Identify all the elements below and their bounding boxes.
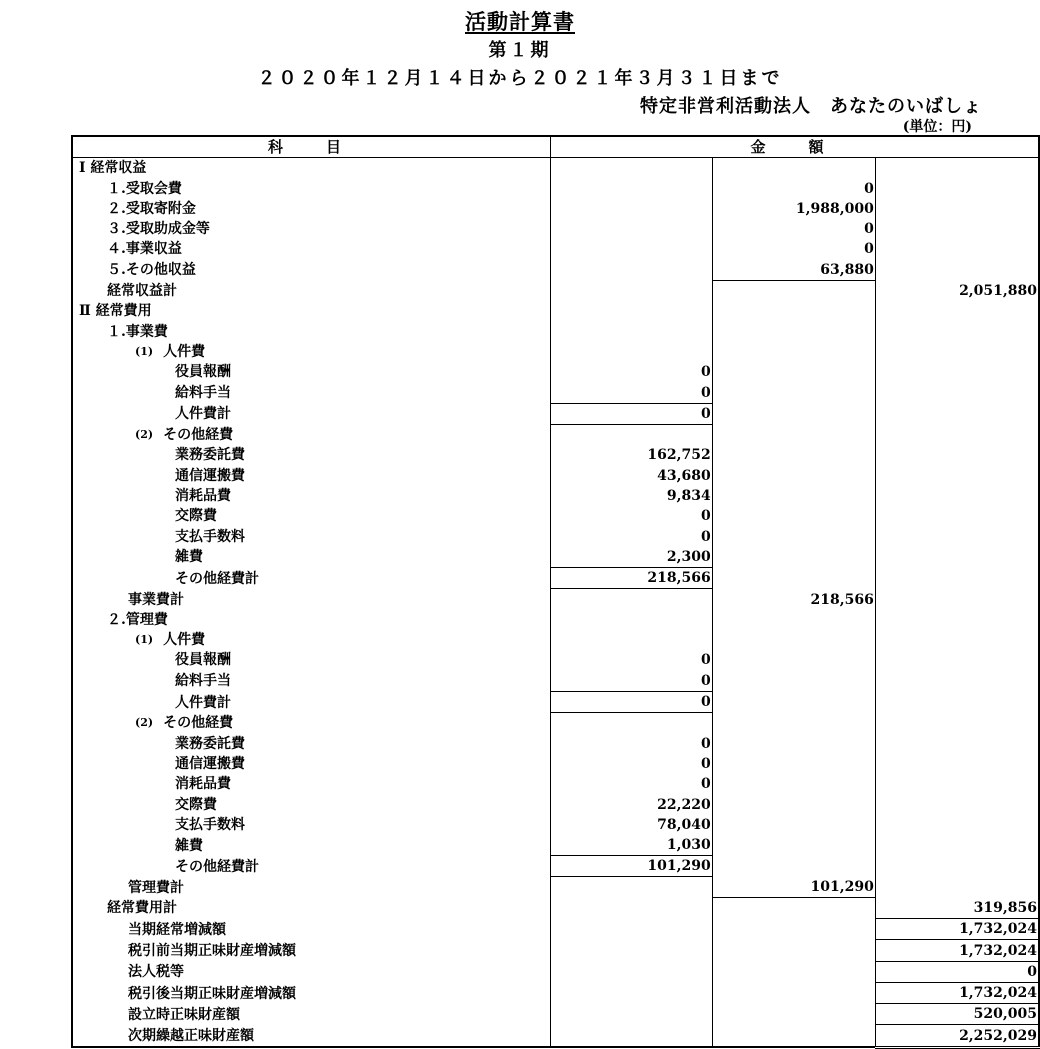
organization-name: 特定非営利活動法人 あなたのいばしょ	[640, 96, 982, 117]
table-row	[72, 301, 1039, 321]
table-row	[72, 918, 1039, 939]
table-row	[72, 321, 1039, 341]
table-row	[72, 445, 1039, 465]
row-value: 63,880	[712, 259, 875, 280]
table-row	[72, 982, 1039, 1003]
table-row	[72, 506, 1039, 526]
table-row	[72, 567, 1039, 588]
row-value: 9,834	[550, 486, 712, 506]
table-row	[72, 733, 1039, 753]
table-row	[72, 219, 1039, 239]
row-label: 支払手数料	[72, 526, 550, 546]
row-value: 1,732,024	[875, 918, 1039, 939]
row-value: 22,220	[550, 794, 712, 814]
row-label: 交際費	[72, 506, 550, 526]
row-label: ２.管理費	[72, 610, 550, 630]
row-value: 0	[712, 239, 875, 259]
table-row	[72, 158, 1039, 179]
section-heading: Ⅰ 経常収益	[72, 158, 550, 179]
row-value: 0	[875, 961, 1039, 982]
table-row	[72, 199, 1039, 219]
row-value: 43,680	[550, 465, 712, 485]
row-label: 管理費計	[72, 877, 550, 898]
row-label: その他経費	[163, 427, 234, 444]
row-label: １.受取会費	[72, 178, 550, 198]
row-label: 雑費	[72, 835, 550, 856]
table-row	[72, 526, 1039, 546]
subsection-number: (1)	[135, 633, 154, 647]
row-value: 0	[550, 362, 712, 382]
table-row	[72, 815, 1039, 835]
table-row	[72, 403, 1039, 424]
table-row	[72, 610, 1039, 630]
section-heading: Ⅱ 経常費用	[72, 301, 550, 321]
table-row	[72, 835, 1039, 856]
subsection-number: (2)	[135, 428, 154, 442]
row-value: 0	[550, 506, 712, 526]
table-row	[72, 670, 1039, 691]
row-value: 78,040	[550, 815, 712, 835]
table-row	[72, 898, 1039, 919]
table-row	[72, 1025, 1039, 1047]
row-value: 1,030	[550, 835, 712, 856]
table-row	[72, 239, 1039, 259]
table-row	[72, 382, 1039, 403]
row-label: ３.受取助成金等	[72, 219, 550, 239]
row-value: 1,732,024	[875, 940, 1039, 961]
row-value: 319,856	[973, 899, 1037, 916]
table-row	[72, 424, 1039, 445]
table-row	[72, 774, 1039, 794]
row-value: 2,051,880	[959, 283, 1037, 300]
row-label: 人件費	[163, 632, 206, 649]
unit-label: (単位：円)	[902, 119, 972, 135]
row-value: 2,300	[550, 547, 712, 568]
row-label: 通信運搬費	[72, 754, 550, 774]
row-value: 1,988,000	[712, 199, 875, 219]
row-value: 0	[550, 670, 712, 691]
row-label: 給料手当	[72, 670, 550, 691]
row-label: 設立時正味財産額	[72, 1004, 550, 1025]
row-value: 0	[550, 403, 712, 424]
table-row	[72, 877, 1039, 898]
table-row	[72, 259, 1039, 280]
row-label: 役員報酬	[72, 650, 550, 670]
row-value: 0	[712, 178, 875, 198]
table-row	[72, 362, 1039, 382]
row-label: その他経費計	[72, 856, 550, 877]
row-label: 業務委託費	[72, 445, 550, 465]
row-value: 520,005	[875, 1004, 1039, 1025]
row-label: 経常収益計	[72, 280, 550, 301]
row-value: 101,290	[550, 856, 712, 877]
table-row	[72, 630, 1039, 650]
row-value: 218,566	[712, 589, 875, 610]
row-label: その他経費計	[72, 567, 550, 588]
table-row	[72, 754, 1039, 774]
table-row	[72, 1004, 1039, 1025]
table-row	[72, 650, 1039, 670]
document-title: 活動計算書	[465, 9, 575, 34]
row-label: 通信運搬費	[72, 465, 550, 485]
row-value: 0	[550, 774, 712, 794]
table-row	[72, 940, 1039, 961]
row-label: 給料手当	[72, 382, 550, 403]
row-value: 0	[712, 219, 875, 239]
table-row	[72, 547, 1039, 568]
table-row	[72, 178, 1039, 198]
row-label: ２.受取寄附金	[72, 199, 550, 219]
row-value: 2,252,029	[875, 1025, 1039, 1047]
row-value: 0	[550, 526, 712, 546]
row-value: 0	[550, 733, 712, 753]
row-label: その他経費	[163, 715, 234, 732]
table-row	[72, 691, 1039, 712]
table-row	[72, 856, 1039, 877]
row-label: 業務委託費	[72, 733, 550, 753]
row-label: 税引後当期正味財産増減額	[72, 982, 550, 1003]
row-label: 人件費	[163, 343, 206, 360]
date-range: ２０２０年１２月１４日から２０２１年３月３１日まで	[257, 68, 783, 89]
row-value: 0	[550, 382, 712, 403]
fiscal-period: 第１期	[488, 40, 552, 61]
table-header-row	[72, 136, 1039, 158]
row-label: 税引前当期正味財産増減額	[72, 940, 550, 961]
table-row	[72, 486, 1039, 506]
row-label: 事業費計	[72, 589, 550, 610]
row-value: 0	[550, 691, 712, 712]
row-label: 消耗品費	[72, 774, 550, 794]
row-value: 0	[550, 754, 712, 774]
row-value: 218,566	[550, 567, 712, 588]
row-label: 人件費計	[72, 403, 550, 424]
activity-statement-table	[71, 135, 1040, 1049]
table-row	[72, 713, 1039, 734]
column-header-item: 科 目	[72, 136, 550, 158]
table-row	[72, 342, 1039, 362]
row-label: 役員報酬	[72, 362, 550, 382]
row-label: １.事業費	[72, 321, 550, 341]
table-row	[72, 794, 1039, 814]
row-label: ５.その他収益	[72, 259, 550, 280]
table-row	[72, 589, 1039, 610]
table-row	[72, 465, 1039, 485]
row-value: 101,290	[712, 877, 875, 898]
row-value: 0	[550, 650, 712, 670]
row-value: 162,752	[550, 445, 712, 465]
table-row	[72, 280, 1039, 301]
row-label: 人件費計	[72, 691, 550, 712]
column-header-amount: 金 額	[550, 136, 1039, 158]
table-row	[72, 961, 1039, 982]
subsection-number: (2)	[135, 716, 154, 730]
row-value: 1,732,024	[875, 982, 1039, 1003]
subsection-number: (1)	[135, 344, 154, 358]
row-label: 次期繰越正味財産額	[72, 1025, 550, 1047]
row-label: 消耗品費	[72, 486, 550, 506]
row-label: 支払手数料	[72, 815, 550, 835]
row-label: 当期経常増減額	[72, 918, 550, 939]
row-label: 雑費	[72, 547, 550, 568]
row-label: 経常費用計	[72, 898, 550, 919]
row-label: ４.事業収益	[72, 239, 550, 259]
row-label: 交際費	[72, 794, 550, 814]
row-label: 法人税等	[72, 961, 550, 982]
